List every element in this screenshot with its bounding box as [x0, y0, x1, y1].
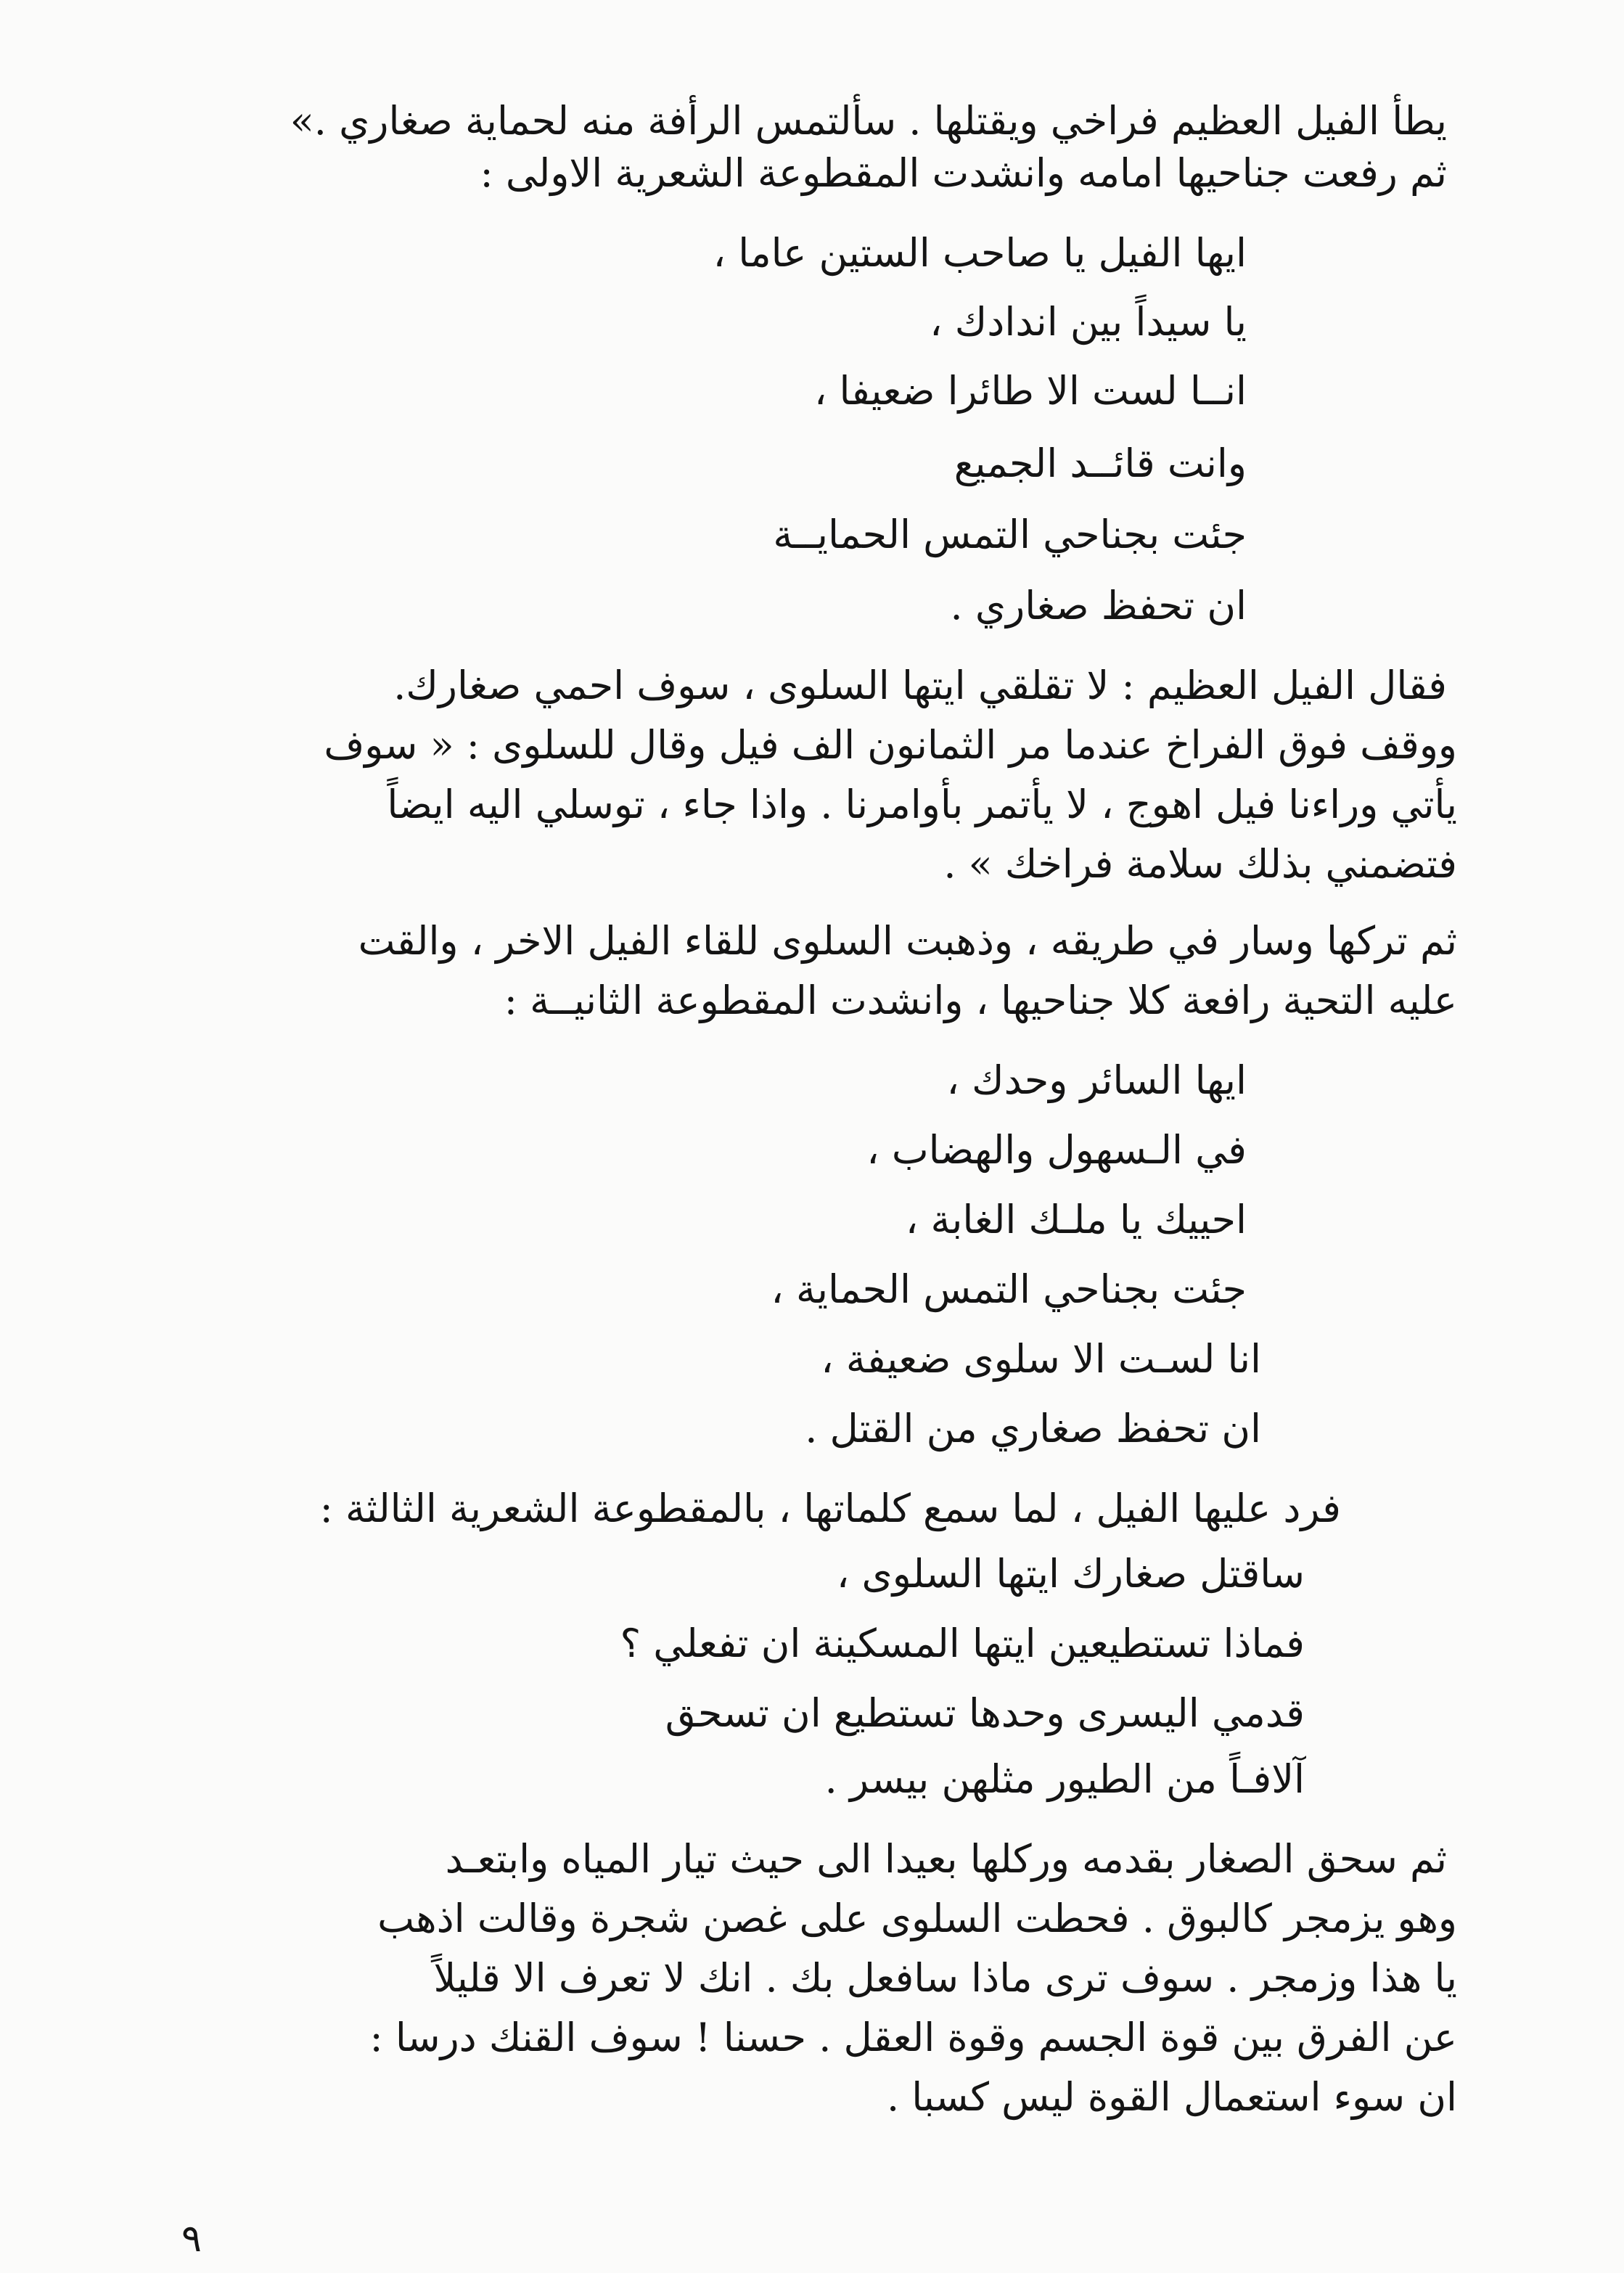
text-line: فتضمني بذلك سلامة فراخك » .	[943, 841, 1457, 887]
text-line: فرد عليها الفيل ، لما سمع كلماتها ، بالمقطوعة الشعرية الثالثة :	[319, 1486, 1341, 1531]
verse-line: جئت بجناحي التمس الحماية ،	[771, 1266, 1247, 1312]
text-line: عن الفرق بين قوة الجسم وقوة العقل . حسنا ! سوف القنك درسا :	[369, 2015, 1457, 2060]
verse-line: ايها الفيل يا صاحب الستين عاما ،	[713, 230, 1247, 276]
verse-line: يا سيداً بين اندادك ،	[930, 299, 1247, 345]
text-line: يأتي وراءنا فيل اهوج ، لا يأتمر بأوامرنا . واذا جاء ، توسلي اليه ايضاً	[387, 782, 1457, 827]
verse-line: ان تحفظ صغاري من القتل .	[805, 1406, 1261, 1451]
verse-line: قدمي اليسرى وحدها تستطيع ان تسحق	[665, 1690, 1305, 1736]
verse-line: وانت قائــد الجميع	[954, 441, 1247, 486]
verse-line: آلافـاً من الطيور مثلهن بيسر .	[824, 1756, 1305, 1802]
text-line: يا هذا وزمجر . سوف ترى ماذا سافعل بك . انك لا تعرف الا قليلاً	[433, 1955, 1457, 2001]
text-line: ثم تركها وسار في طريقه ، وذهبت السلوى للقاء الفيل الاخر ، والقت	[358, 918, 1457, 964]
verse-line: ان تحفظ صغاري .	[950, 583, 1247, 628]
verse-line: جئت بجناحي التمس الحمايــة	[773, 512, 1247, 557]
verse-line: انا لسـت الا سلوى ضعيفة ،	[821, 1336, 1261, 1382]
text-line: فقال الفيل العظيم : لا تقلقي ايتها السلوى ، سوف احمي صغارك.	[393, 663, 1447, 708]
text-line: ووقف فوق الفراخ عندما مر الثمانون الف فيل وقال للسلوى : « سوف	[324, 722, 1457, 768]
text-line: ان سوء استعمال القوة ليس كسبا .	[886, 2074, 1457, 2120]
text-line: وهو يزمجر كالبوق . فحطت السلوى على غصن شجرة وقالت اذهب	[377, 1896, 1457, 1941]
verse-line: في الـسهول والهضاب ،	[866, 1127, 1247, 1173]
verse-line: ايها السائر وحدك ،	[946, 1057, 1247, 1103]
page-number: ٩	[181, 2217, 202, 2261]
text-line: ثم رفعت جناحيها امامه وانشدت المقطوعة الشعرية الاولى :	[480, 150, 1447, 196]
verse-line: ساقتل صغارك ايتها السلوى ،	[836, 1551, 1305, 1597]
text-line: عليه التحية رافعة كلا جناحيها ، وانشدت المقطوعة الثانيــة :	[504, 978, 1457, 1023]
verse-line: فماذا تستطيعين ايتها المسكينة ان تفعلي ؟	[620, 1621, 1305, 1666]
verse-line: انــا لست الا طائرا ضعيفا ،	[813, 368, 1247, 414]
text-line: ثم سحق الصغار بقدمه وركلها بعيدا الى حيث تيار المياه وابتعـد	[445, 1836, 1447, 1882]
verse-line: احييك يا ملـك الغابة ،	[905, 1197, 1247, 1242]
text-line: يطأ الفيل العظيم فراخي ويقتلها . سألتمس الرأفة منه لحماية صغاري .»	[290, 98, 1447, 144]
